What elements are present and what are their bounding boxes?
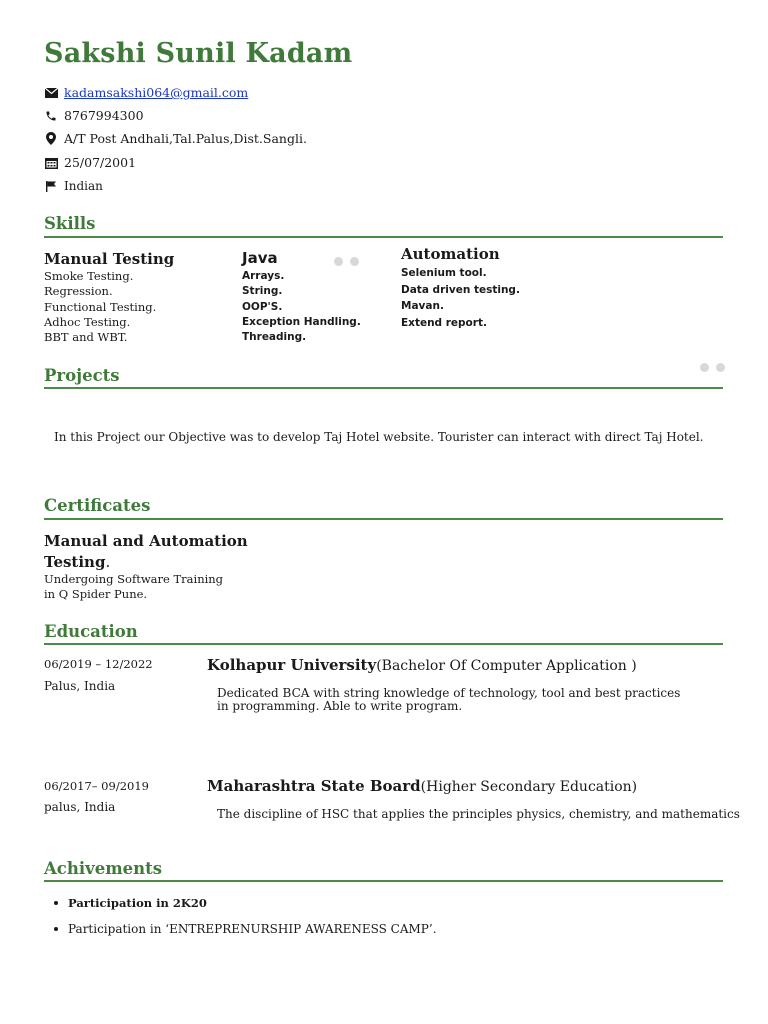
address-text: A/T Post Andhali,Tal.Palus,Dist.Sangli. [64, 131, 307, 146]
certificate-title-text: Testing [44, 553, 106, 571]
flag-icon [44, 179, 58, 193]
calendar-icon [44, 156, 58, 170]
certificate-detail-line: in Q Spider Pune. [44, 587, 148, 601]
education-degree: (Bachelor Of Computer Application ) [376, 658, 637, 674]
section-divider [44, 236, 723, 238]
achievement-item [54, 922, 437, 936]
candidate-name: Sakshi Sunil Kadam [44, 38, 353, 69]
skill-group-manual [44, 250, 174, 345]
email-link[interactable]: kadamsakshi064@gmail.com [64, 85, 249, 100]
education-description: Dedicated BCA with string knowledge of technology, tool and best practices in programming. Able to write program. [217, 686, 681, 713]
skill-item: Data driven testing. [401, 283, 520, 296]
decorative-dot [334, 257, 343, 266]
skill-item: OOP'S. [242, 300, 283, 313]
education-institution: Kolhapur University [207, 656, 377, 674]
skill-item: Regression. [44, 284, 113, 299]
phone-number: 8767994300 [64, 108, 144, 123]
envelope-icon [44, 86, 58, 100]
skill-item: Smoke Testing. [44, 269, 134, 283]
skill-group-java [242, 249, 361, 345]
section-divider [44, 387, 723, 389]
skill-item: Exception Handling. [242, 315, 361, 328]
project-description: In this Project our Objective was to develop Taj Hotel website. Tourister can interact with direct Taj Hotel. [54, 430, 704, 444]
section-title-projects: Projects [44, 366, 120, 385]
skill-list [401, 265, 520, 331]
skill-item: Functional Testing. [44, 299, 157, 314]
education-heading [207, 656, 637, 674]
section-divider [44, 643, 723, 645]
section-divider [44, 518, 723, 520]
decorative-dot [350, 257, 359, 266]
certificate-title-line: Manual and Automation [44, 532, 248, 550]
skill-list [44, 269, 174, 345]
section-title-education: Education [44, 622, 138, 641]
skill-group-title: Java [242, 249, 278, 267]
skill-item: BBT and WBT. [44, 330, 128, 345]
certificate-title-line [44, 552, 274, 573]
education-dates: 06/2017– 09/2019 [44, 779, 149, 793]
bullet-icon [54, 927, 58, 931]
achievement-text: Participation in ‘ENTREPRENURSHIP AWARENESS CAMP’. [68, 922, 437, 936]
achievement-item [54, 896, 207, 910]
certificate-title-punct: . [105, 553, 111, 571]
section-title-skills: Skills [44, 214, 96, 233]
skill-group-title: Automation [401, 245, 500, 263]
skill-item: Selenium tool. [401, 267, 487, 279]
contact-email-row [44, 85, 248, 100]
education-location: Palus, India [44, 679, 116, 693]
decorative-dot [716, 363, 725, 372]
education-heading [207, 777, 637, 795]
contact-phone-row [44, 108, 144, 123]
certificate-title [44, 531, 274, 573]
education-description: The discipline of HSC that applies the principles physics, chemistry, and mathematics [217, 807, 740, 821]
contact-address-row [44, 131, 307, 146]
skill-group-title: Manual Testing [44, 250, 175, 268]
phone-icon [44, 109, 58, 123]
achievement-text: Participation in 2K20 [68, 896, 207, 910]
dob-text: 25/07/2001 [64, 155, 137, 170]
education-location: palus, India [44, 800, 116, 814]
education-institution: Maharashtra State Board [207, 777, 421, 795]
certificate-detail-line: Undergoing Software Training [44, 572, 224, 586]
location-pin-icon [44, 132, 58, 146]
decorative-dot [700, 363, 709, 372]
skill-item: Threading. [242, 331, 307, 344]
skill-item: Arrays. [242, 270, 285, 282]
bullet-icon [54, 901, 58, 905]
section-title-achievements: Achivements [44, 859, 163, 878]
skill-list [242, 269, 361, 345]
contact-nationality-row [44, 179, 103, 193]
education-dates: 06/2019 – 12/2022 [44, 657, 153, 671]
education-degree: (Higher Secondary Education) [420, 779, 638, 795]
section-divider [44, 880, 723, 882]
contact-dob-row [44, 155, 136, 170]
skill-item: String. [242, 285, 283, 298]
section-title-certificates: Certificates [44, 496, 151, 515]
certificate-details [44, 572, 223, 602]
skill-item: Adhoc Testing. [44, 314, 131, 329]
skill-item: Extend report. [401, 316, 487, 329]
skill-item: Mavan. [401, 300, 444, 313]
nationality-text: Indian [64, 179, 103, 193]
skill-group-automation [401, 245, 520, 331]
